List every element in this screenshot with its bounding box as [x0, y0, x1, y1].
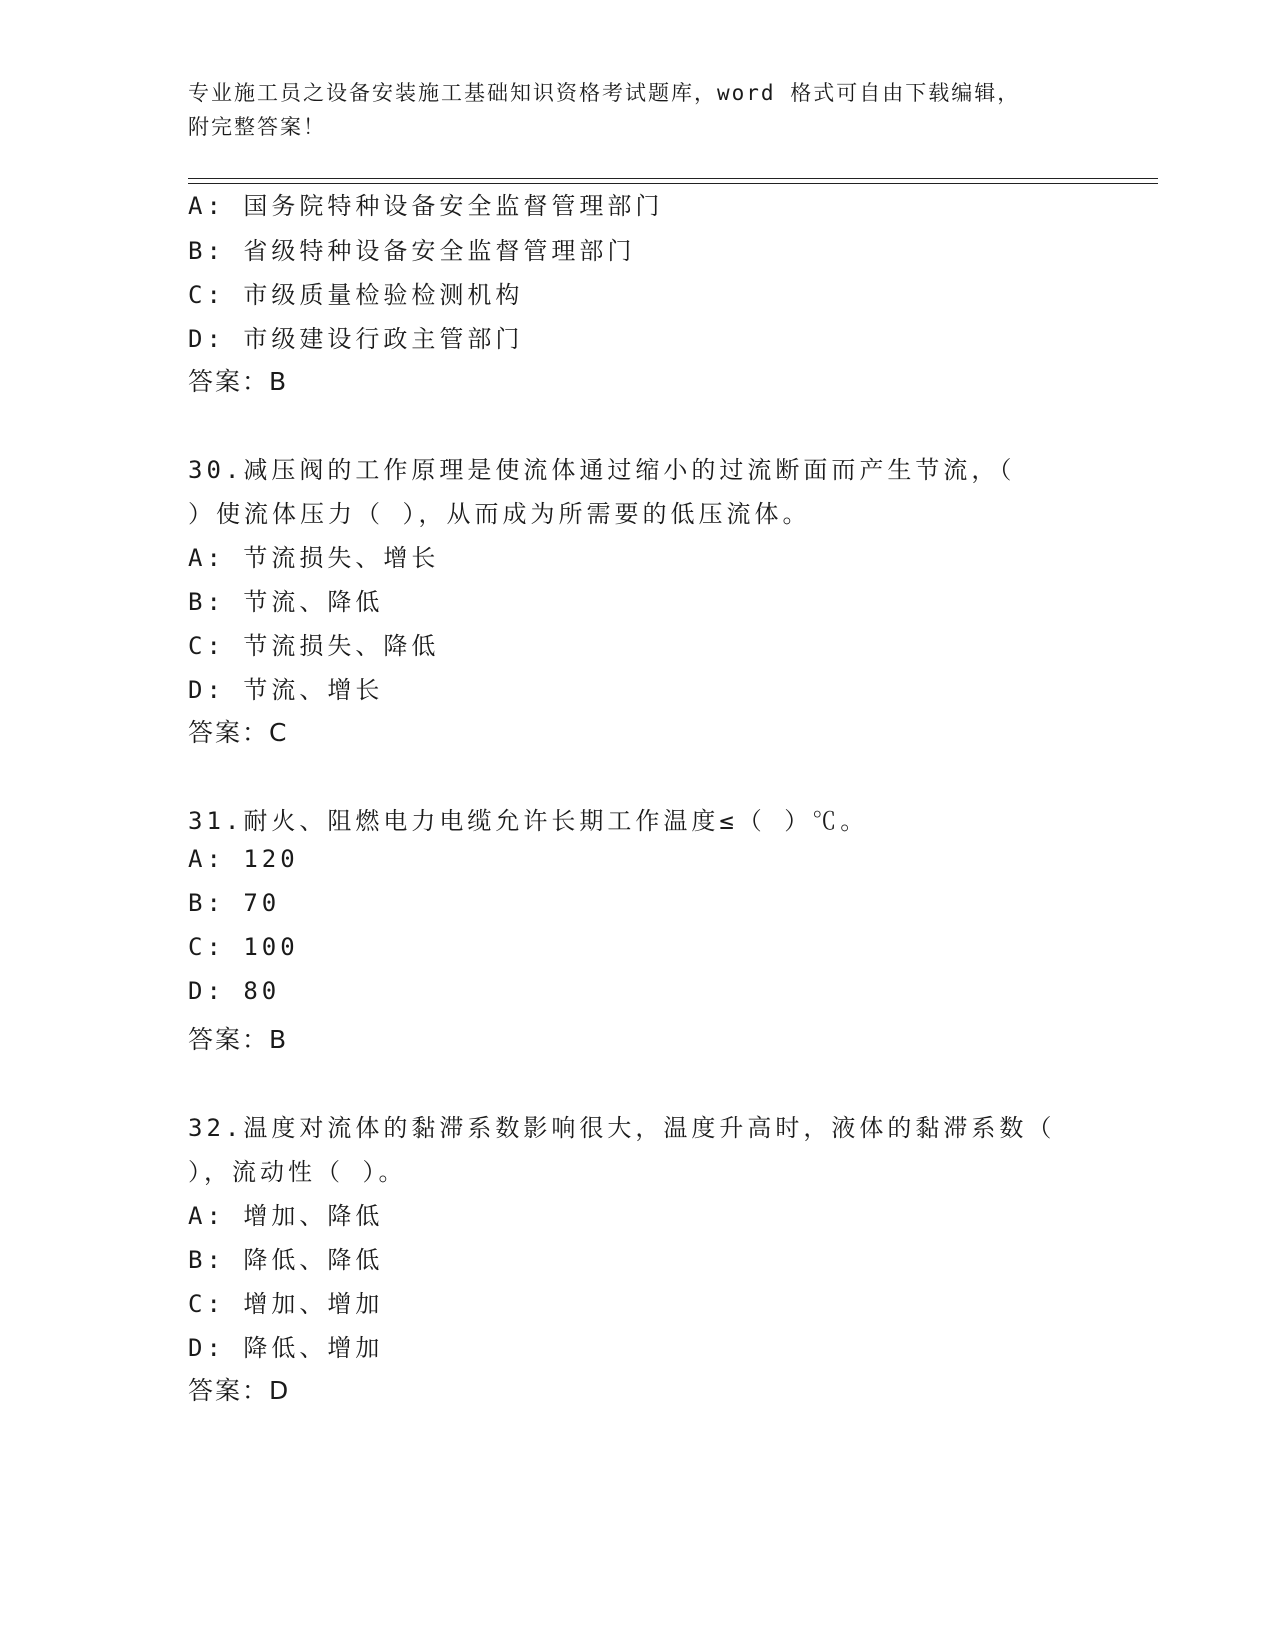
header-divider-top — [188, 178, 1158, 179]
q32-option-a: A: 增加、降低 — [188, 1202, 384, 1230]
q30-option-b: B: 节流、降低 — [188, 588, 384, 616]
q31-stem-line-1: 31.耐火、阻燃电力电缆允许长期工作温度≤（ ）℃。 — [188, 807, 869, 835]
q32-option-c: C: 增加、增加 — [188, 1290, 384, 1318]
q29-option-a: A: 国务院特种设备安全监督管理部门 — [188, 192, 664, 220]
document-header — [188, 76, 1088, 144]
q31-option-b: B: 70 — [188, 889, 281, 917]
q30-option-d: D: 节流、增长 — [188, 676, 384, 704]
q29-option-d: D: 市级建设行政主管部门 — [188, 325, 524, 353]
q32-stem-line-2: ），流动性（ ）。 — [188, 1158, 407, 1186]
q32-answer: 答案：D — [188, 1376, 291, 1405]
header-line-2: 附完整答案！ — [188, 115, 326, 139]
q30-stem-line-1: 30.减压阀的工作原理是使流体通过缩小的过流断面而产生节流，（ — [188, 456, 1016, 484]
q29-option-b: B: 省级特种设备安全监督管理部门 — [188, 237, 636, 265]
q31-answer: 答案：B — [188, 1025, 289, 1054]
q32-option-b: B: 降低、降低 — [188, 1246, 384, 1274]
q29-option-c: C: 市级质量检验检测机构 — [188, 281, 524, 309]
q30-option-c: C: 节流损失、降低 — [188, 632, 440, 660]
header-line-1: 专业施工员之设备安装施工基础知识资格考试题库，word 格式可自由下载编辑， — [188, 81, 1021, 105]
q31-option-a: A: 120 — [188, 845, 299, 873]
q30-answer: 答案：C — [188, 718, 289, 747]
header-divider-bottom — [188, 183, 1158, 184]
q31-option-c: C: 100 — [188, 933, 299, 961]
q31-option-d: D: 80 — [188, 977, 281, 1005]
q32-stem-line-1: 32.温度对流体的黏滞系数影响很大，温度升高时，液体的黏滞系数（ — [188, 1114, 1056, 1142]
q30-option-a: A: 节流损失、增长 — [188, 544, 440, 572]
q30-stem-line-2: ）使流体压力（ ），从而成为所需要的低压流体。 — [188, 500, 811, 528]
q32-option-d: D: 降低、增加 — [188, 1334, 384, 1362]
q29-answer: 答案：B — [188, 367, 289, 396]
